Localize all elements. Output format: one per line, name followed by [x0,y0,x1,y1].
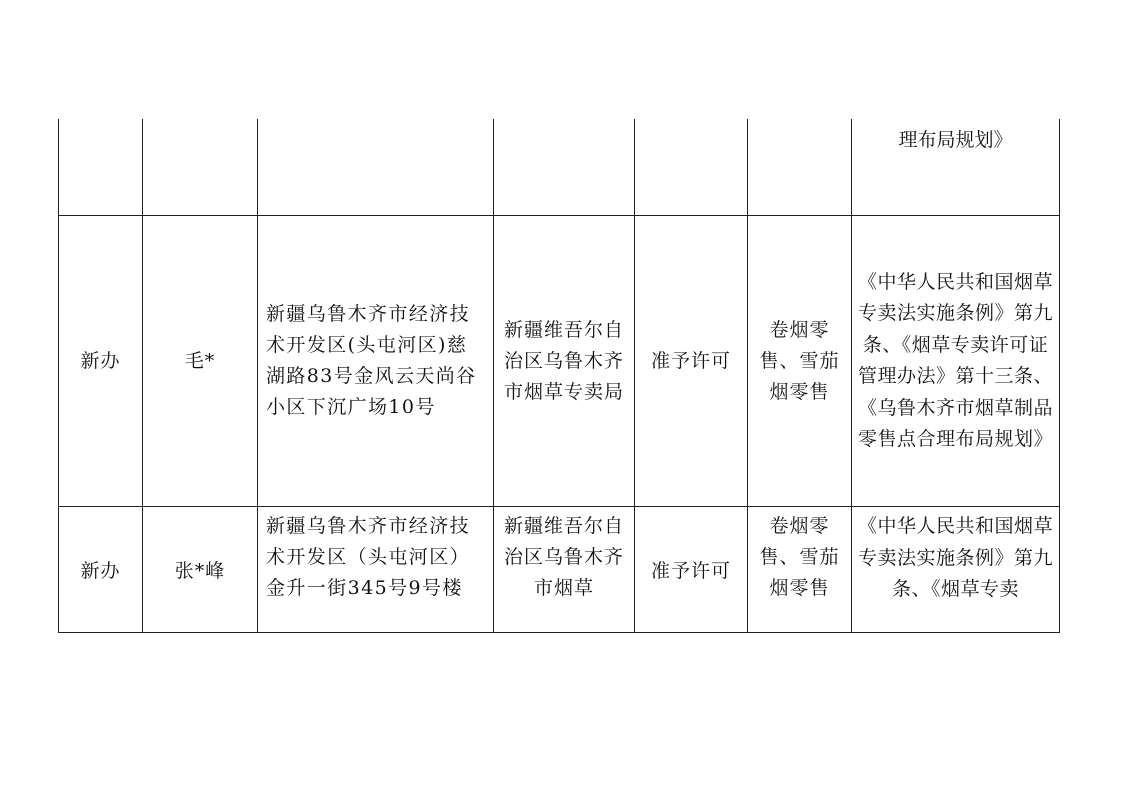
type-text: 新办 [80,560,121,582]
cell-type [59,216,143,507]
cell-type [59,119,143,216]
cell-name [143,119,258,216]
scope-text: 卷烟零售、雪茄烟零售 [759,515,840,599]
cell-address [258,119,494,216]
cell-authority [494,216,635,507]
cell-authority [494,507,635,633]
name-text: 毛* [184,349,216,372]
cell-name [143,507,258,633]
cell-scope [748,507,852,633]
authority-text: 新疆维吾尔自治区乌鲁木齐市烟草 [503,515,624,599]
basis-text: 理布局规划》 [898,129,1013,151]
cell-decision [635,216,748,507]
cell-authority [494,119,635,216]
decision-text: 准予许可 [650,349,731,372]
table-row [59,119,1060,216]
cell-type [59,507,143,633]
cell-address [258,216,494,507]
authority-text: 新疆维吾尔自治区乌鲁木齐市烟草专卖局 [503,318,624,403]
cell-address [258,507,494,633]
address-text: 新疆乌鲁木齐市经济技术开发区(头屯河区)慈湖路83号金风云天尚谷小区下沉广场10号 [266,303,477,418]
cell-basis [852,119,1060,216]
name-text: 张*峰 [174,560,226,582]
cell-basis [852,216,1060,507]
scope-text: 卷烟零售、雪茄烟零售 [759,318,840,403]
cell-decision [635,119,748,216]
type-text: 新办 [80,349,121,372]
table-row [59,216,1060,507]
address-text: 新疆乌鲁木齐市经济技术开发区（头屯河区）金升一街345号9号楼 [266,515,471,599]
cell-scope [748,216,852,507]
basis-text: 《中华人民共和国烟草专卖法实施条例》第九条、《烟草专卖许可证管理办法》第十三条、《乌鲁木齐市烟草制品零售点合理布局规划》 [857,270,1053,450]
cell-decision [635,507,748,633]
cell-basis [852,507,1060,633]
cell-scope [748,119,852,216]
license-table [58,119,1060,633]
cell-name [143,216,258,507]
table-row [59,507,1060,633]
basis-text: 《中华人民共和国烟草专卖法实施条例》第九条、《烟草专卖 [857,515,1053,600]
decision-text: 准予许可 [650,560,731,582]
